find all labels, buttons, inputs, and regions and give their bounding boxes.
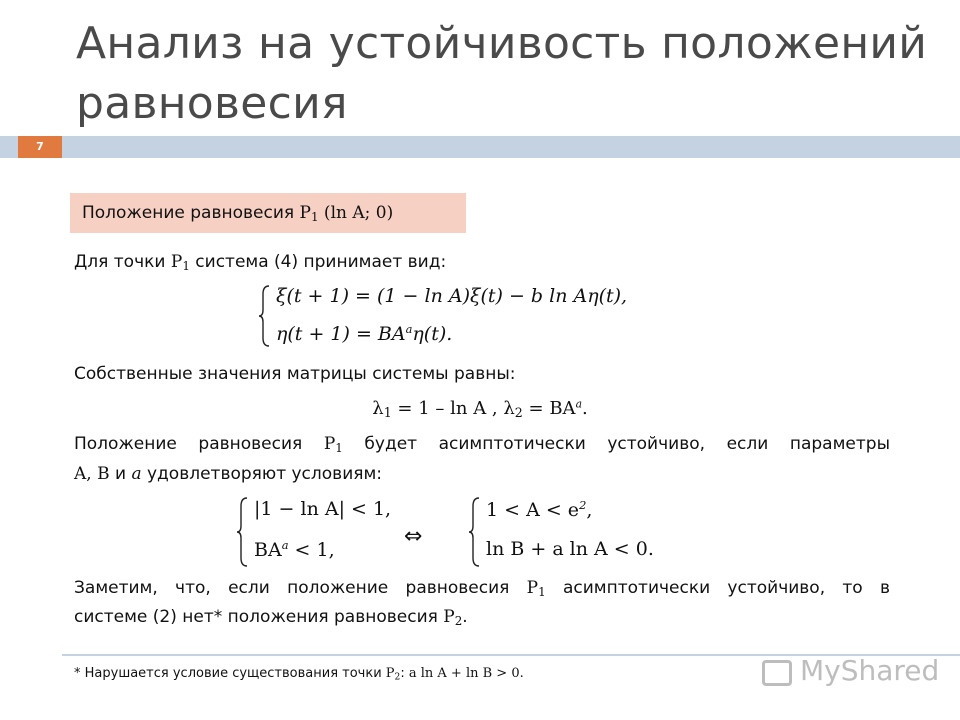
system1-eq2-pre: η(t + 1) = BA [276, 322, 406, 345]
lambda2 [503, 398, 587, 419]
cond-right-1-post: , [586, 498, 593, 521]
remark2-end: . [462, 607, 468, 627]
lambda2-sup: a [575, 398, 582, 411]
cond-left-1-text: |1 − ln A| < 1, [254, 498, 392, 520]
stability-line-1 [74, 434, 890, 455]
cond-right-1-sup: 2 [579, 498, 587, 512]
param-a: a [131, 464, 142, 484]
system1-eq1-text: ξ(t + 1) = (1 − ln A)ξ(t) − b ln Aη(t), [276, 285, 628, 307]
stability-line-2 [74, 464, 382, 484]
system1-eq2 [276, 322, 452, 345]
params-and: и [109, 464, 132, 484]
eigenvalues-row [0, 398, 960, 421]
conditions-left-brace [236, 496, 250, 568]
cond-left-2-sup: a [281, 538, 289, 552]
cond-left-2-pre: BA [254, 538, 282, 561]
remark2-before: системе (2) нет* положения равновесия [74, 607, 444, 627]
cond-right-1-pre: 1 < A < e [486, 498, 580, 521]
watermark-text: MyShared [800, 654, 940, 687]
remark-line-1 [74, 578, 890, 599]
footnote-expr: a ln A + ln B > 0. [408, 666, 524, 681]
stability-after: будет асимптотически устойчиво, если параметры [342, 434, 891, 454]
stability-point [324, 434, 343, 454]
footnote [74, 666, 524, 682]
lambda1-value: = 1 – ln A , [391, 398, 504, 420]
intro-point-letter: P [170, 252, 183, 272]
remark-point [527, 578, 546, 598]
header-bar-left [0, 136, 18, 158]
system1-eq2-sup: a [405, 322, 413, 336]
system-intro-line [74, 252, 446, 273]
cond-right-2: ln B + a ln A < 0. [486, 538, 654, 560]
intro-after: система (4) принимает вид: [189, 252, 447, 272]
intro-point-sub: 1 [182, 258, 190, 273]
remark-line-2 [74, 607, 468, 628]
watermark-logo-icon [762, 660, 792, 686]
footnote-before: * Нарушается условие существования точки [74, 666, 386, 681]
remark-before: Заметим, что, если положение равновесия [74, 578, 527, 598]
lambda1-sub: 1 [383, 405, 392, 421]
remark-point-letter: P [526, 578, 539, 598]
remark2-point-sub: 2 [454, 613, 463, 628]
footnote-point-sub: 2 [394, 672, 401, 683]
footnote-point-letter: P [385, 666, 395, 681]
system1-eq1 [276, 285, 627, 307]
pill-coords: (ln A; 0) [318, 203, 394, 223]
remark2-point-letter: P [443, 607, 455, 627]
pill-point [300, 203, 319, 223]
intro-point [171, 252, 190, 272]
lambda1 [372, 398, 503, 419]
equivalence-symbol: ⇔ [404, 524, 423, 549]
page-number: 7 [18, 136, 62, 158]
remark2-point [443, 607, 462, 627]
header-bar-right [62, 136, 960, 158]
footnote-colon: : [400, 666, 409, 681]
eigen-intro-line: Собственные значения матрицы системы равны: [74, 364, 516, 384]
lambda2-sub: 2 [514, 405, 523, 421]
conditions-right-brace [468, 496, 482, 568]
system1-brace [258, 284, 272, 348]
equilibrium-heading [70, 193, 466, 233]
cond-left-2-post: < 1, [288, 538, 335, 561]
stability-point-letter: P [323, 434, 336, 454]
cond-left-1 [254, 498, 391, 520]
pill-point-sub: 1 [310, 209, 319, 224]
stability-point-sub: 1 [335, 440, 343, 455]
lambda2-end: . [582, 398, 588, 420]
remark-point-sub: 1 [538, 584, 546, 599]
footnote-point [386, 666, 401, 681]
pill-text: Положение равновесия [82, 203, 300, 223]
system1-eq2-post: η(t). [412, 322, 453, 345]
slide-title: Анализ на устойчивость положений равновесия [76, 18, 928, 129]
stability-before: Положение равновесия [74, 434, 324, 454]
lambda2-value: = BA [522, 398, 576, 420]
remark-after: асимптотически устойчиво, то в [545, 578, 890, 598]
lambda1-symbol: λ [372, 398, 384, 420]
params-ab: A, B [74, 464, 110, 484]
cond-left-2 [254, 538, 335, 561]
pill-point-letter: P [299, 203, 311, 223]
lambda2-symbol: λ [503, 398, 515, 420]
cond-right-1 [486, 498, 592, 521]
params-rest: удовлетворяют условиям: [141, 464, 383, 484]
intro-before: Для точки [74, 252, 171, 272]
